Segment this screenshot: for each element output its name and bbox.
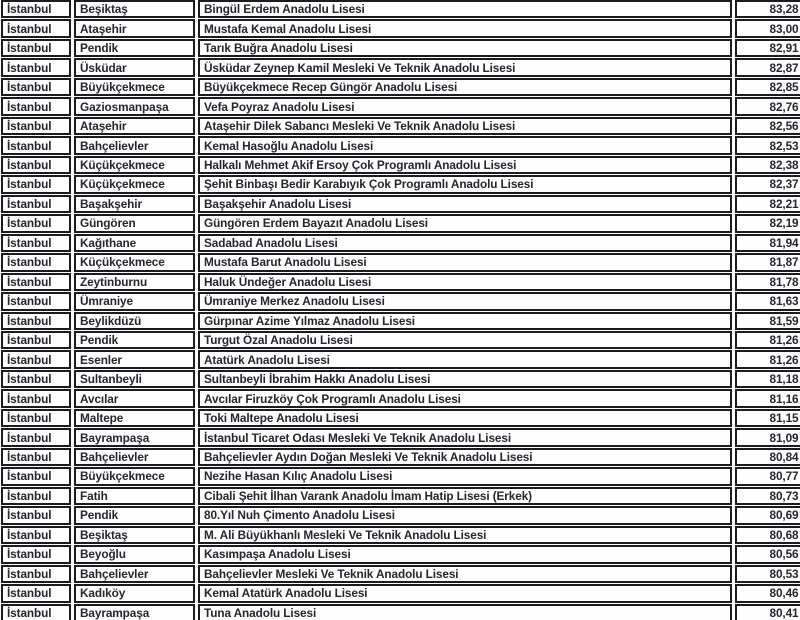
district-cell: Küçükçekmece (74, 253, 195, 271)
score-cell: 81,18 (735, 370, 800, 388)
score-cell: 81,87 (735, 253, 800, 271)
district-cell: Gaziosmanpaşa (74, 97, 195, 115)
school-cell: Turgut Özal Anadolu Lisesi (198, 331, 732, 349)
city-cell: İstanbul (1, 214, 71, 232)
district-cell: Avcılar (74, 389, 195, 407)
city-cell: İstanbul (1, 389, 71, 407)
table-row (1, 156, 800, 174)
city-cell: İstanbul (1, 39, 71, 57)
school-cell: Gürpınar Azime Yılmaz Anadolu Lisesi (198, 312, 732, 330)
district-cell: Zeytinburnu (74, 273, 195, 291)
score-cell: 83,00 (735, 19, 800, 37)
score-cell: 82,38 (735, 156, 800, 174)
score-cell: 80,46 (735, 584, 800, 602)
score-cell: 82,85 (735, 78, 800, 96)
district-cell: Ümraniye (74, 292, 195, 310)
school-cell: Toki Maltepe Anadolu Lisesi (198, 409, 732, 427)
school-cell: Bingül Erdem Anadolu Lisesi (198, 0, 732, 18)
table-row (1, 331, 800, 349)
table-row (1, 195, 800, 213)
score-cell: 81,78 (735, 273, 800, 291)
school-cell: Bahçelievler Aydın Doğan Mesleki Ve Teknik Anadolu Lisesi (198, 448, 732, 466)
school-cell: Ataşehir Dilek Sabancı Mesleki Ve Teknik Anadolu Lisesi (198, 117, 732, 135)
table-row (1, 292, 800, 310)
school-cell: Avcılar Firuzköy Çok Programlı Anadolu Lisesi (198, 389, 732, 407)
score-cell: 81,09 (735, 428, 800, 446)
school-cell: Kasımpaşa Anadolu Lisesi (198, 545, 732, 563)
city-cell: İstanbul (1, 604, 71, 620)
table-row (1, 234, 800, 252)
school-cell: Mustafa Barut Anadolu Lisesi (198, 253, 732, 271)
district-cell: Üsküdar (74, 58, 195, 76)
district-cell: Pendik (74, 506, 195, 524)
school-cell: Kemal Hasoğlu Anadolu Lisesi (198, 136, 732, 154)
table-row (1, 467, 800, 485)
school-cell: Sadabad Anadolu Lisesi (198, 234, 732, 252)
district-cell: Beşiktaş (74, 526, 195, 544)
score-cell: 80,53 (735, 565, 800, 583)
score-cell: 82,56 (735, 117, 800, 135)
score-cell: 81,26 (735, 331, 800, 349)
table-row (1, 565, 800, 583)
table-row (1, 97, 800, 115)
district-cell: Güngören (74, 214, 195, 232)
table-row (1, 428, 800, 446)
district-cell: Başakşehir (74, 195, 195, 213)
score-cell: 81,59 (735, 312, 800, 330)
city-cell: İstanbul (1, 350, 71, 368)
district-cell: Beyoğlu (74, 545, 195, 563)
score-cell: 80,56 (735, 545, 800, 563)
table-row (1, 526, 800, 544)
district-cell: Kağıthane (74, 234, 195, 252)
city-cell: İstanbul (1, 19, 71, 37)
district-cell: Bahçelievler (74, 136, 195, 154)
table-row (1, 389, 800, 407)
table-row (1, 136, 800, 154)
city-cell: İstanbul (1, 545, 71, 563)
table-row (1, 545, 800, 563)
score-cell: 80,41 (735, 604, 800, 620)
city-cell: İstanbul (1, 136, 71, 154)
district-cell: Pendik (74, 331, 195, 349)
school-cell: Haluk Ündeğer Anadolu Lisesi (198, 273, 732, 291)
city-cell: İstanbul (1, 97, 71, 115)
city-cell: İstanbul (1, 175, 71, 193)
district-cell: Büyükçekmece (74, 78, 195, 96)
district-cell: Sultanbeyli (74, 370, 195, 388)
table-row (1, 0, 800, 18)
school-cell: Bahçelievler Mesleki Ve Teknik Anadolu Lisesi (198, 565, 732, 583)
score-cell: 80,68 (735, 526, 800, 544)
district-cell: Beşiktaş (74, 0, 195, 18)
city-cell: İstanbul (1, 58, 71, 76)
table-row (1, 506, 800, 524)
score-cell: 82,53 (735, 136, 800, 154)
school-cell: Güngören Erdem Bayazıt Anadolu Lisesi (198, 214, 732, 232)
score-cell: 81,16 (735, 389, 800, 407)
city-cell: İstanbul (1, 526, 71, 544)
city-cell: İstanbul (1, 312, 71, 330)
table-row (1, 175, 800, 193)
score-cell: 80,77 (735, 467, 800, 485)
school-cell: Sultanbeyli İbrahim Hakkı Anadolu Lisesi (198, 370, 732, 388)
school-cell: Atatürk Anadolu Lisesi (198, 350, 732, 368)
table-row (1, 370, 800, 388)
district-cell: Bahçelievler (74, 565, 195, 583)
table-row (1, 350, 800, 368)
table-row (1, 604, 800, 620)
score-cell: 81,15 (735, 409, 800, 427)
city-cell: İstanbul (1, 467, 71, 485)
school-cell: Tuna Anadolu Lisesi (198, 604, 732, 620)
score-cell: 80,69 (735, 506, 800, 524)
district-cell: Fatih (74, 487, 195, 505)
city-cell: İstanbul (1, 409, 71, 427)
city-cell: İstanbul (1, 273, 71, 291)
district-cell: Maltepe (74, 409, 195, 427)
district-cell: Büyükçekmece (74, 467, 195, 485)
table-row (1, 117, 800, 135)
score-cell: 80,73 (735, 487, 800, 505)
city-cell: İstanbul (1, 78, 71, 96)
school-cell: Halkalı Mehmet Akif Ersoy Çok Programlı Anadolu Lisesi (198, 156, 732, 174)
district-cell: Küçükçekmece (74, 175, 195, 193)
school-table-body (1, 0, 800, 620)
score-cell: 80,84 (735, 448, 800, 466)
city-cell: İstanbul (1, 117, 71, 135)
district-cell: Beylikdüzü (74, 312, 195, 330)
score-cell: 82,21 (735, 195, 800, 213)
city-cell: İstanbul (1, 0, 71, 18)
table-row (1, 58, 800, 76)
table-row (1, 214, 800, 232)
city-cell: İstanbul (1, 506, 71, 524)
score-cell: 82,87 (735, 58, 800, 76)
district-cell: Esenler (74, 350, 195, 368)
school-cell: Şehit Binbaşı Bedir Karabıyık Çok Programlı Anadolu Lisesi (198, 175, 732, 193)
district-cell: Ataşehir (74, 19, 195, 37)
city-cell: İstanbul (1, 428, 71, 446)
school-cell: Mustafa Kemal Anadolu Lisesi (198, 19, 732, 37)
school-cell: Tarık Buğra Anadolu Lisesi (198, 39, 732, 57)
school-cell: Ümraniye Merkez Anadolu Lisesi (198, 292, 732, 310)
city-cell: İstanbul (1, 370, 71, 388)
city-cell: İstanbul (1, 487, 71, 505)
city-cell: İstanbul (1, 195, 71, 213)
score-cell: 82,19 (735, 214, 800, 232)
school-cell: M. Ali Büyükhanlı Mesleki Ve Teknik Anadolu Lisesi (198, 526, 732, 544)
city-cell: İstanbul (1, 331, 71, 349)
school-cell: Büyükçekmece Recep Güngör Anadolu Lisesi (198, 78, 732, 96)
school-cell: Üsküdar Zeynep Kamil Mesleki Ve Teknik Anadolu Lisesi (198, 58, 732, 76)
city-cell: İstanbul (1, 584, 71, 602)
district-cell: Bayrampaşa (74, 428, 195, 446)
school-cell: Cibali Şehit İlhan Varank Anadolu İmam Hatip Lisesi (Erkek) (198, 487, 732, 505)
table-row (1, 273, 800, 291)
table-row (1, 19, 800, 37)
city-cell: İstanbul (1, 234, 71, 252)
district-cell: Kadıköy (74, 584, 195, 602)
district-cell: Bayrampaşa (74, 604, 195, 620)
table-row (1, 312, 800, 330)
city-cell: İstanbul (1, 448, 71, 466)
table-row (1, 253, 800, 271)
school-cell: Vefa Poyraz Anadolu Lisesi (198, 97, 732, 115)
district-cell: Bahçelievler (74, 448, 195, 466)
score-cell: 81,94 (735, 234, 800, 252)
district-cell: Küçükçekmece (74, 156, 195, 174)
district-cell: Ataşehir (74, 117, 195, 135)
school-cell: Kemal Atatürk Anadolu Lisesi (198, 584, 732, 602)
city-cell: İstanbul (1, 156, 71, 174)
school-cell: 80.Yıl Nuh Çimento Anadolu Lisesi (198, 506, 732, 524)
district-cell: Pendik (74, 39, 195, 57)
score-cell: 82,76 (735, 97, 800, 115)
score-cell: 81,26 (735, 350, 800, 368)
city-cell: İstanbul (1, 565, 71, 583)
table-row (1, 39, 800, 57)
table-row (1, 487, 800, 505)
score-cell: 81,63 (735, 292, 800, 310)
table-row (1, 78, 800, 96)
school-cell: Nezihe Hasan Kılıç Anadolu Lisesi (198, 467, 732, 485)
table-row (1, 584, 800, 602)
city-cell: İstanbul (1, 253, 71, 271)
school-cell: İstanbul Ticaret Odası Mesleki Ve Teknik Anadolu Lisesi (198, 428, 732, 446)
score-cell: 82,91 (735, 39, 800, 57)
school-cell: Başakşehir Anadolu Lisesi (198, 195, 732, 213)
city-cell: İstanbul (1, 292, 71, 310)
table-row (1, 409, 800, 427)
score-cell: 82,37 (735, 175, 800, 193)
table-row (1, 448, 800, 466)
score-cell: 83,28 (735, 0, 800, 18)
